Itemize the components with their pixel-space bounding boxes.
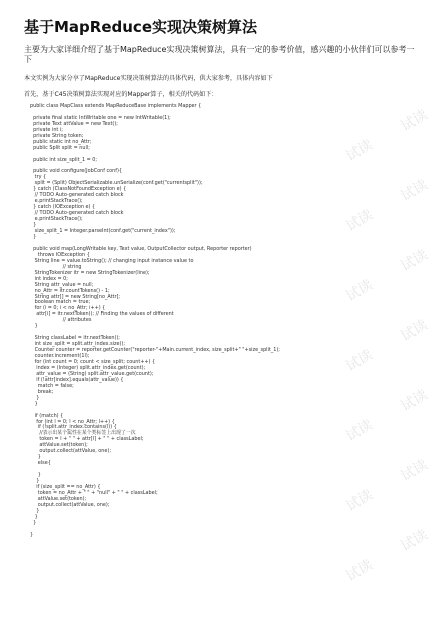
code-line: no_Attr = itr.countTokens() - 1; (30, 287, 110, 294)
code-line: } (30, 531, 34, 538)
code-line: split = (Split) ObjectSerializable.unSerialize(conf.get("currentsplit")); (30, 180, 203, 187)
code-line: StringTokenizer itr = new StringTokenizer(line); (30, 269, 150, 276)
code-line: } (30, 472, 41, 479)
article-title: 基于MapReduce实现决策树算法 (24, 18, 257, 36)
code-line: private final static IntWritable one = new IntWritable(1); (30, 114, 171, 121)
code-line: Counter counter = reporter.getCounter("reporter-"+Main.current_index, size_split+" "+size_split_1); (30, 347, 280, 354)
code-line: size_split_1 = Integer.parseInt(conf.get("current_index")); (30, 228, 176, 235)
code-line: index = (Integer) split.attr_index.get(count); (30, 364, 146, 371)
code-line: } (30, 222, 37, 229)
code-line: public static int no_Attr; (30, 138, 92, 145)
watermark-layer: 试读 试读 试读 试读 试读 试读 试读 试读 试读 试读 试读 试读 试读 试读 (343, 106, 431, 585)
code-line: int index = 0; (30, 275, 68, 282)
code-line: if (!attr[index].equals(attr_value)) { (30, 376, 124, 383)
code-line: } (30, 233, 37, 240)
code-line: for (i = 0; i < no_Attr; i++) { (30, 305, 106, 312)
code-line: private String token; (30, 132, 84, 139)
code-line: } (30, 478, 40, 485)
code-line: private int i; (30, 126, 63, 133)
code-line: String attr[] = new String[no_Attr]; (30, 293, 121, 300)
code-line: public void map(LongWritable key, Text value, OutputCollector output, Reporter reporter) (30, 245, 252, 252)
code-line: } catch (IOException e) { (30, 204, 96, 211)
code-line: } catch (ClassNotFoundException e) { (30, 186, 127, 193)
code-line: } (30, 400, 38, 407)
code-line: e.printStackTrace(); (30, 198, 83, 205)
code-line: counter.increment(1l); (30, 353, 90, 360)
code-line: match = false; (30, 382, 74, 389)
article-intro: 主要为大家详细介绍了基于MapReduce实现决策树算法，具有一定的参考价值，感兴趣的小伙伴们可以参考一下 (24, 45, 415, 64)
code-line: token = no_Attr + " " + "null" + " " + classLabel; (30, 489, 158, 496)
code-line: } (30, 454, 41, 461)
code-line: e.printStackTrace(); (30, 216, 83, 223)
code-line: token = l + " " + attr[l] + " " + classLabel; (30, 436, 144, 443)
code-line: output.collect(attValue, one); (30, 501, 110, 508)
code-line: int size_split = split.attr_index.size(); (30, 341, 126, 348)
code-line: // TODO Auto-generated catch block (30, 210, 124, 217)
code-line: if (size_split == no_Attr) { (30, 484, 101, 490)
paragraph-2: 首先，基于C45决策树算法实现对应的Mapper算子，相关的代码如下： (24, 91, 218, 98)
code-line: break; (30, 388, 54, 395)
code-line: try { (30, 174, 47, 181)
code-line: String line = value.toString(); // changing input instance value to (30, 257, 194, 264)
code-line: throws IOException { (30, 251, 90, 258)
code-line: attValue.set(token); (30, 442, 88, 449)
code-line: for (int count = 0; count < size_split; count++) { (30, 358, 156, 365)
code-line: public Split split = null; (30, 144, 90, 151)
code-line: // attributes (30, 317, 92, 324)
code-line: boolean match = true; (30, 299, 91, 306)
code-line: // TODO Auto-generated catch block (30, 192, 124, 199)
code-line: if (!split.attr_index.contains(l)) { (30, 424, 117, 431)
code-line: public class MapClass extends MapReduceBase implements Mapper { (30, 103, 202, 109)
code-line: String attr_value = null; (30, 281, 94, 288)
code-line: for (int l = 0; l < no_Attr; l++) { (30, 418, 115, 425)
code-line: //表示出某个属性在某个类标签上出现了一次 (30, 430, 136, 437)
code-line: // string (30, 263, 82, 270)
code-line: String classLabel = itr.nextToken(); (30, 335, 120, 342)
code-line: } (30, 323, 38, 330)
code-line: output.collect(attValue, one); (30, 448, 111, 455)
code-line: if (match) { (30, 412, 64, 419)
code-block (30, 104, 410, 539)
code-line: else{ (30, 460, 51, 467)
code-line: public void configure(JobConf conf){ (30, 168, 123, 175)
code-line: } (30, 394, 40, 401)
code-line: } (30, 513, 38, 520)
code-line: attValue.set(token); (30, 495, 87, 502)
code-line: attr_value = (String) split.attr_value.get(count); (30, 370, 154, 377)
code-line: } (30, 519, 37, 526)
code-line: } (30, 507, 40, 514)
paragraph-1: 本文实例为大家分享了MapReduce实现决策树算法的具体代码，供大家参考，具体内容如下 (24, 75, 273, 82)
code-line: attr[i] = itr.nextToken(); // Finding the values of different (30, 311, 174, 318)
code-line: private Text attValue = new Text(); (30, 120, 118, 127)
code-line: public int size_split_1 = 0; (30, 156, 98, 163)
